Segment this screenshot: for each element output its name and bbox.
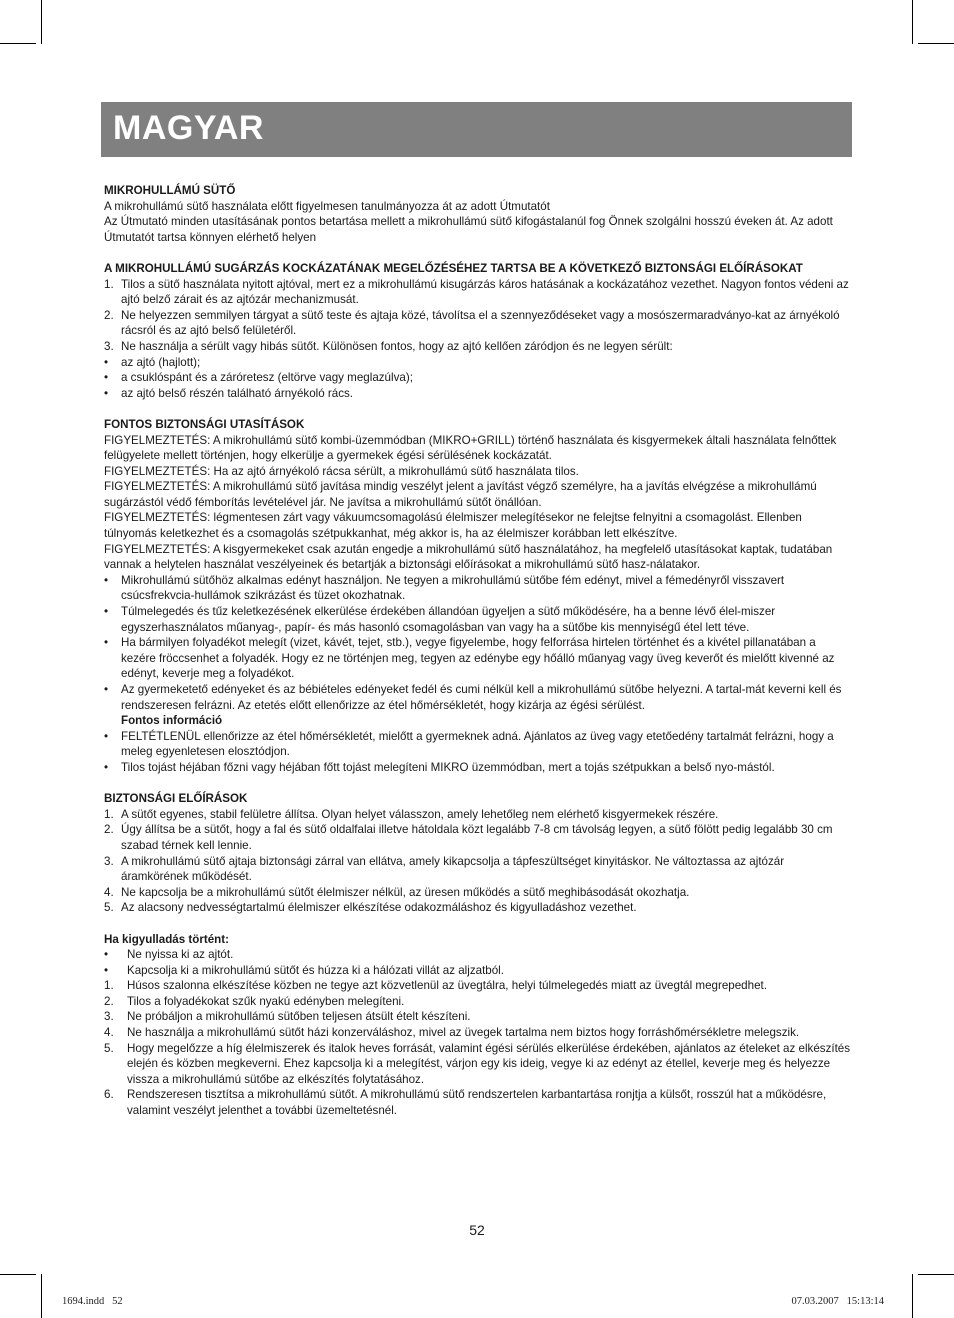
warning-paragraph: FIGYELMEZTETÉS: légmentesen zárt vagy vákuumcsomagolású élelmiszer melegítésekor ne felejtse felnyitni a csomagolást. Ellenben túlnyomás keletkezhet és a csomagolás szétpukkanhat, még akkor is, ha az élelmiszer korábban lett elkészítve. — [104, 511, 802, 541]
warning-paragraph: FIGYELMEZTETÉS: A mikrohullámú sütő javítása mindig veszélyt jelent a javítást végző személyre, ha a javítás elvégzése a mikrohullámú sugárzástól védő fémborítás levételével jár. Ne javítsa a mikrohullámú sütőt önállóan. — [104, 480, 817, 509]
warning-paragraph: FIGYELMEZTETÉS: A mikrohullámú sütő kombi-üzemmódban (MIKRO+GRILL) történő használata és kisgyermekek általi használata felnőttek felügyelete mellett történjen, hogy elkerülje a gyermekek égési sérülésének kockázatát. — [104, 433, 837, 463]
list-item: 2. Úgy állítsa be a sütőt, hogy a fal és sütő oldalfalai illetve hátoldala közt legalább 7-8 cm távolság legyen, a sütő fölött pedig legalább 30 cm szabad térnek kell lennie. — [104, 823, 833, 852]
list-item: 4. Ne használja a mikrohullámú sütőt házi konzerváláshoz, mivel az üvegek tartalma nem biztos hogy forráshőmérsékletre melegszik. — [104, 1026, 800, 1040]
list-item: 3. Ne próbáljon a mikrohullámú sütőben teljesen átsült ételt készíteni. — [104, 1010, 471, 1024]
paragraph: A mikrohullámú sütő használata előtt figyelmesen tanulmányozza át az adott Útmutatót — [104, 199, 550, 213]
list-item: • Mikrohullámú sütőhöz alkalmas edényt használjon. Ne tegyen a mikrohullámú sütőbe fém edényt, mivel a fémedényről visszavert csúcsfrekvcia-hullámok szikrázást és tüzet okozhatnak. — [104, 573, 785, 603]
section-heading: Ha kigyulladás történt: — [104, 932, 229, 946]
section-safety-rules — [104, 791, 852, 916]
list-item: 1. Tilos a sütő használata nyitott ajtóval, mert ez a mikrohullámú kisugárzás káros hatásának a kockázatához vezethet. Nagyon fontos védeni az ajtó belző zárait és az ajtózár mechanizmusát. — [104, 277, 849, 307]
warning-paragraph: FIGYELMEZTETÉS: A kisgyermekeket csak azután engedje a mikrohullámú sütő használatához, ha megfelelő utasításokat kaptak, tudatában vannak a helytelen használat veszélyeinek és betartják a biztonsági előírásokat a mikrohullámú sütő hasz-nálatakor. — [104, 542, 833, 572]
file-slug: 1694.indd 52 — [62, 1296, 123, 1307]
crop-mark — [918, 43, 954, 44]
crop-mark — [918, 1274, 954, 1275]
list-item: • Kapcsolja ki a mikrohullámú sütőt és húzza ki a hálózati villát az aljzatból. — [104, 963, 504, 977]
list-item: • Ha bármilyen folyadékot melegít (vizet, kávét, tejet, stb.), vegye figyelembe, hogy felforrása hirtelen történhet és a kivétel pillanatában a kezére fröccsenhet a folyadék. Hogy ez ne történjen meg, tegyen az edénybe egy hőálló műanyag vagy üveg keverőt és mielőtt kivenné az edényt, keverje meg a folyadékot. — [104, 636, 835, 681]
list-item: 6. Rendszeresen tisztítsa a mikrohullámú sütőt. A mikrohullámú sütő rendszertelen karbantartása ronjtja a külsőt, rosszúl hat a működésre, valamint veszélyt jelenthet a további üzemeltetésnél. — [104, 1088, 827, 1118]
section-radiation-safety — [104, 261, 852, 401]
page-number: 52 — [469, 1222, 485, 1238]
paragraph: Az Útmutató minden utasításának pontos betartása mellett a mikrohullámú sütő kifogástalanúl fog Önnek szolgálni hosszú éveken át. Az adott Útmutatót tartsa könnyen elérhető helyen — [104, 215, 833, 244]
crop-mark — [41, 0, 42, 44]
list-item: 5. Hogy megelőzze a híg élelmiszerek és italok heves forrását, valamint égési sérülés elkerülése érdekében, ajánlatos az ételeket az elkészítés elején és közben megkeverni. Ehez kapcsolja ki a melegítést, várjon egy kis ideig, vegye ki az edényt az étellel, keverje meg és helyezze vissza a mikrohullámú sütőbe az elkészítés folytatásához. — [104, 1041, 851, 1086]
section-heading: FONTOS BIZTONSÁGI UTASÍTÁSOK — [104, 417, 305, 431]
list-item: 2. Tilos a folyadékokat szűk nyakú edényben melegíteni. — [104, 994, 405, 1008]
list-item: 2. Ne helyezzen semmilyen tárgyat a sütő teste és ajtaja közé, távolítsa el a szennyeződéseket vagy a mosószermaradványo-kat az árnyékoló rácsról és az ajtó belső felületéről. — [104, 308, 840, 338]
language-header-bar — [101, 102, 852, 157]
list-item: 3. Ne használja a sérült vagy hibás sütőt. Különösen fontos, hogy az ajtó kellően záródjon és ne legyen sérült: — [104, 339, 673, 353]
list-item: • Az gyermeketető edényeket és az bébiételes edényeket fedél és cumi nélkül kell a mikrohullámú sütőbe helyezni. A tartal-mát keverni kell és rendszeresen felrázni. Az etetés előtt ellenőrizze az étel hőmérsékletét, hogy kizárja az égési sérülést. Fontos információ — [104, 683, 842, 728]
list-item: • az ajtó belső részén található árnyékoló rács. — [104, 386, 354, 400]
crop-mark — [0, 1274, 36, 1275]
important-info-label: Fontos információ — [121, 714, 223, 728]
section-microwave-oven — [104, 183, 852, 245]
list-item: • FELTÉTLENÜL ellenőrizze az étel hőmérsékletét, mielőtt a gyermeknek adná. Ajánlatos az üveg vagy etetőedény tartalmát felrázni, hogy a meleg egyenletesen elosztódjon. — [104, 729, 834, 759]
crop-mark — [41, 1274, 42, 1318]
print-timestamp: 07.03.2007 15:13:14 — [791, 1296, 884, 1307]
list-item: • Ne nyissa ki az ajtót. — [104, 948, 234, 962]
section-heading: A MIKROHULLÁMÚ SUGÁRZÁS KOCKÁZATÁNAK MEGELŐZÉSÉHEZ TARTSA BE A KÖVETKEZŐ BIZTONSÁGI ELŐÍRÁSOKAT — [104, 261, 803, 275]
crop-mark — [912, 1274, 913, 1318]
list-item: • Tilos tojást héjában főzni vagy héjában főtt tojást melegíteni MIKRO üzemmódban, mert a tojás szétpukkan a belső nyo-mástól. — [104, 760, 775, 774]
list-item: 1. Húsos szalonna elkészítése közben ne tegye azt közvetlenül az üvegtálra, helyi túlmelegedés miatt az üvegtál megrepedhet. — [104, 979, 767, 993]
list-item: • az ajtó (hajlott); — [104, 355, 201, 369]
list-item: • a csuklóspánt és a záróretesz (eltörve vagy meglazúlva); — [104, 371, 413, 385]
document-body — [104, 183, 852, 1119]
list-item: 1. A sütőt egyenes, stabil felületre állítsa. Olyan helyet válasszon, amely lehetőleg nem elérhető kisgyermekek részére. — [104, 807, 719, 821]
list-item: 4. Ne kapcsolja be a mikrohullámú sütőt élelmiszer nélkül, az üresen működés a sütő meghibásodását okozhatja. — [104, 885, 690, 899]
warning-paragraph: FIGYELMEZTETÉS: Ha az ajtó árnyékoló rácsa sérült, a mikrohullámú sütő használata tilos. — [104, 464, 579, 478]
crop-mark — [912, 0, 913, 44]
section-important-safety — [104, 417, 852, 776]
section-fire — [104, 932, 852, 1119]
section-heading: MIKROHULLÁMÚ SÜTŐ — [104, 184, 236, 197]
crop-mark — [0, 43, 36, 44]
list-item: • Túlmelegedés és tűz keletkezésének elkerülése érdekében állandóan ügyeljen a sütő működésére, ha a benne lévő élel-miszer egyszerhasználatos műanyag-, papír- és más hasonló csomagolásban van vagy ha a sütőbe kis mennyiségű étel lett téve. — [104, 605, 776, 634]
page-title: MAGYAR — [113, 109, 264, 147]
section-heading: BIZTONSÁGI ELŐÍRÁSOK — [104, 792, 248, 806]
list-item: 3. A mikrohullámú sütő ajtaja biztonsági zárral van ellátva, amely kikapcsolja a tápfeszültséget kinyitáskor. Ne változtassa az ajtózár áramkörének működését. — [104, 854, 785, 884]
list-item: 5. Az alacsony nedvességtartalmú élelmiszer elkészítése odakozmáláshoz és kigyulladáshoz vezethet. — [104, 901, 637, 915]
